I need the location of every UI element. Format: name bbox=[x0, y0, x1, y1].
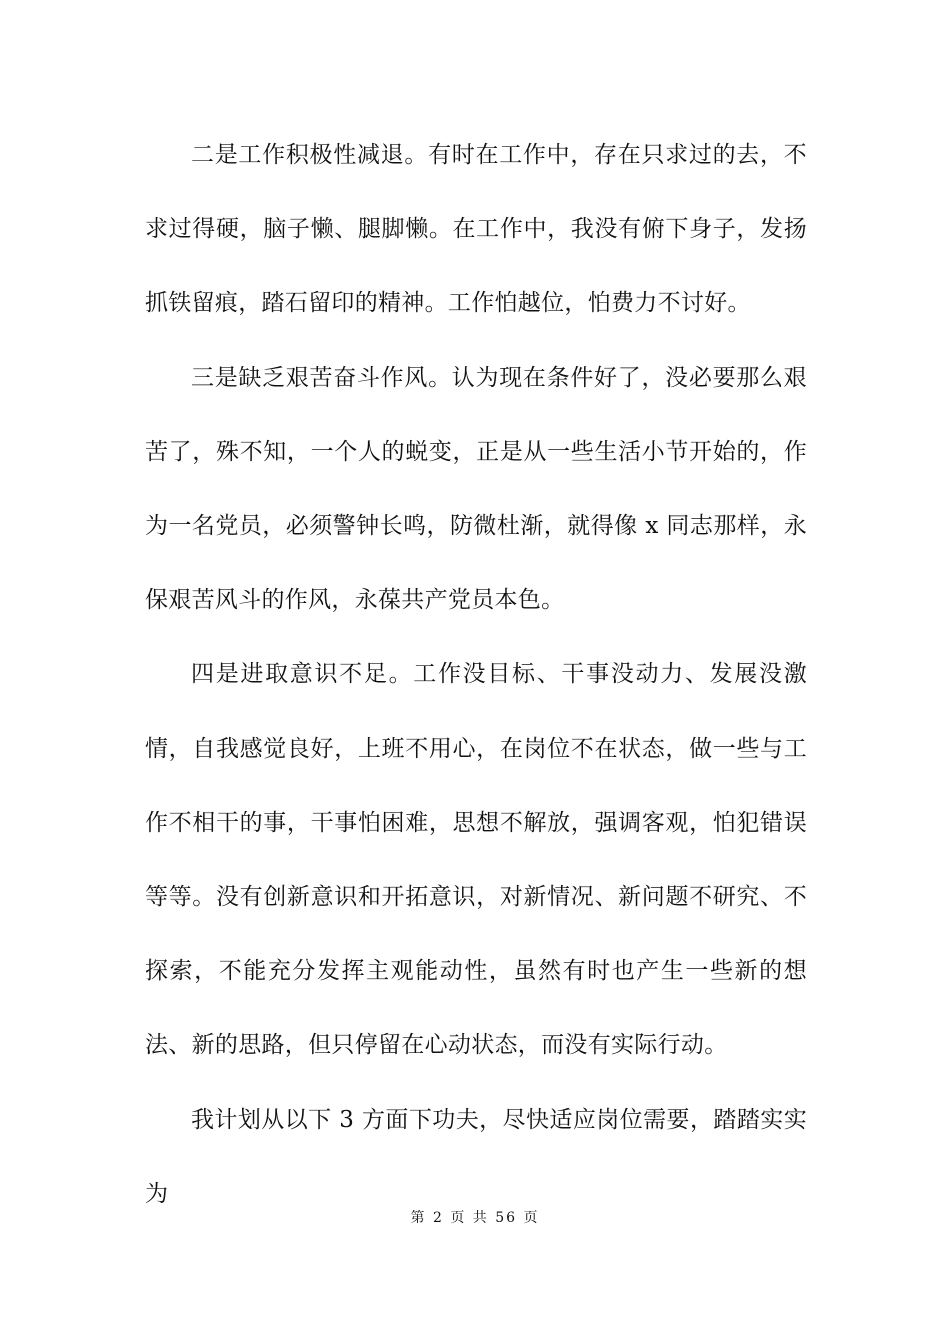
footer-total-pages: 56 bbox=[495, 1210, 518, 1226]
paragraph-plan: 我计划从以下 3 方面下功夫，尽快适应岗位需要，踏踏实实为 bbox=[145, 1106, 807, 1207]
footer-current-page: 2 bbox=[432, 1210, 444, 1226]
footer-suffix: 页 bbox=[523, 1210, 540, 1226]
footer-middle: 页 共 bbox=[450, 1210, 489, 1226]
paragraph-2: 二是工作积极性减退。有时在工作中，存在只求过的去，不求过得硬，脑子懒、腿脚懒。在工作中，我没有俯下身子，发扬抓铁留痕，踏石留印的精神。工作怕越位，怕费力不讨好。 bbox=[145, 142, 807, 317]
paragraph-3: 三是缺乏艰苦奋斗作风。认为现在条件好了，没必要那么艰苦了，殊不知，一个人的蜕变，正是从一些生活小节开始的，作为一名党员，必须警钟长鸣，防微杜渐，就得像 x 同志那样，永保艰苦风斗的作风，永葆共产党员本色。 bbox=[145, 364, 807, 614]
paragraph-4: 四是进取意识不足。工作没目标、干事没动力、发展没激情，自我感觉良好，上班不用心，在岗位不在状态，做一些与工作不相干的事，干事怕困难，思想不解放，强调客观，怕犯错误等等。没有创新意识和开拓意识，对新情况、新问题不研究、不探索，不能充分发挥主观能动性，虽然有时也产生一些新的想法、新的思路，但只停留在心动状态，而没有实际行动。 bbox=[145, 661, 807, 1059]
page-footer bbox=[0, 1207, 950, 1227]
document-body bbox=[145, 118, 807, 1231]
footer-prefix: 第 bbox=[410, 1210, 427, 1226]
